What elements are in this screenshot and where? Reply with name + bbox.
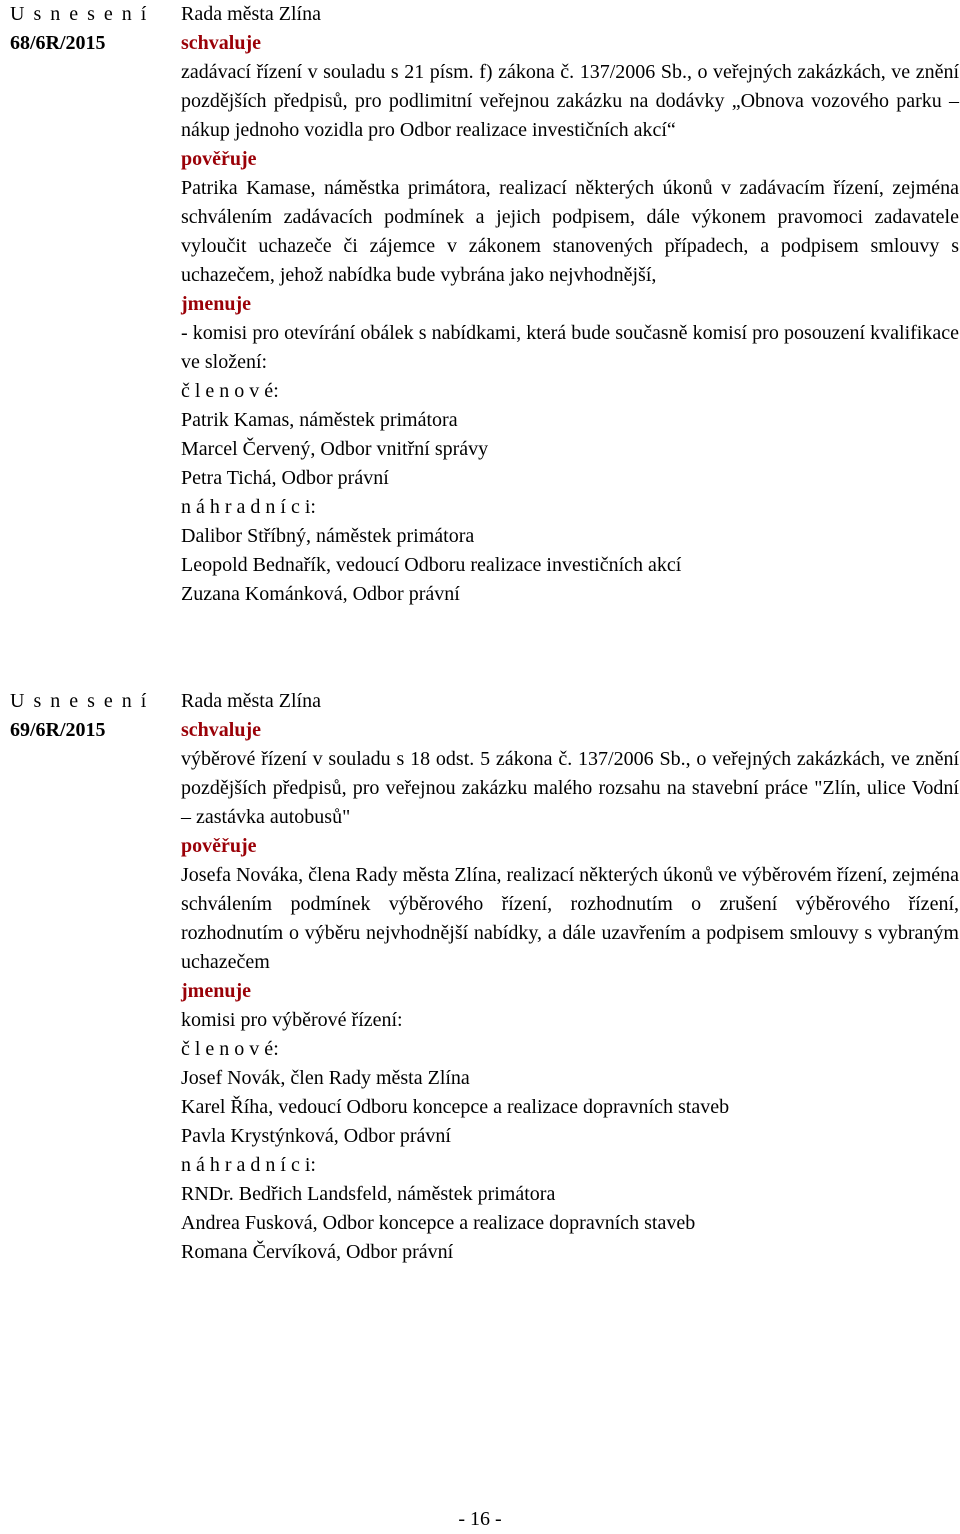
approves-text: zadávací řízení v souladu s 21 písm. f) zákona č. 137/2006 Sb., o veřejných zakázkách, ve znění pozdějších předpisů, pro podlimitní veřejnou zakázku na dodávky „Obnova vozového parku – nákup jednoho vozidla pro Odbor realizace investičních akcí“ (181, 61, 959, 141)
resolution-number: 68/6R/2015 (10, 32, 106, 54)
members-label: č l e n o v é: (181, 380, 279, 402)
resolution-body (181, 687, 959, 1267)
commission-text: komisi pro výběrové řízení: (181, 1009, 403, 1031)
substitutes-label: n á h r a d n í c i: (181, 1154, 316, 1176)
substitute-item: Leopold Bednařík, vedoucí Odboru realizace investičních akcí (181, 554, 682, 576)
commission-text: - komisi pro otevírání obálek s nabídkami, která bude současně komisí pro posouzení kvalifikace ve složení: (181, 322, 959, 373)
resolution-id (10, 0, 170, 58)
member-item: Karel Říha, vedoucí Odboru koncepce a realizace dopravních staveb (181, 1096, 730, 1118)
approves-text: výběrové řízení v souladu s 18 odst. 5 zákona č. 137/2006 Sb., o veřejných zakázkách, ve znění pozdějších předpisů, pro veřejnou zakázku malého rozsahu na stavební práce "Zlín, ulice Vodní – zastávka autobusů" (181, 748, 959, 828)
resolution-number: 69/6R/2015 (10, 719, 106, 741)
member-item: Petra Tichá, Odbor právní (181, 467, 389, 489)
page-number: - 16 - (458, 1508, 502, 1530)
substitute-item: Romana Červíková, Odbor právní (181, 1241, 454, 1263)
appoints-verb: jmenuje (181, 293, 251, 315)
appoints-verb: jmenuje (181, 980, 251, 1002)
resolution-body (181, 0, 959, 609)
members-label: č l e n o v é: (181, 1038, 279, 1060)
member-item: Josef Novák, člen Rady města Zlína (181, 1067, 470, 1089)
resolution-id (10, 687, 170, 745)
substitute-item: Zuzana Kománková, Odbor právní (181, 583, 460, 605)
substitutes-label: n á h r a d n í c i: (181, 496, 316, 518)
member-item: Pavla Krystýnková, Odbor právní (181, 1125, 451, 1147)
substitute-item: RNDr. Bedřich Landsfeld, náměstek primátora (181, 1183, 556, 1205)
approves-verb: schvaluje (181, 32, 261, 54)
authorizes-verb: pověřuje (181, 835, 257, 857)
issuing-body: Rada města Zlína (181, 3, 321, 25)
authorizes-text: Josefa Nováka, člena Rady města Zlína, realizací některých úkonů ve výběrovém řízení, zejména schválením podmínek výběrového řízení, rozhodnutím o zrušení výběrového řízení, rozhodnutím o výběru nejvhodnější nabídky, a dále uzavřením a podpisem smlouvy s vybraným uchazečem (181, 864, 959, 973)
member-item: Marcel Červený, Odbor vnitřní správy (181, 438, 489, 460)
authorizes-verb: pověřuje (181, 148, 257, 170)
authorizes-text: Patrika Kamase, náměstka primátora, realizací některých úkonů v zadávacím řízení, zejména schválením zadávacích podmínek a jejich podpisem, dále výkonem pravomoci zadavatele vyloučit uchazeče či zájemce v zákonem stanovených případech, a podpisem smlouvy s uchazečem, jehož nabídka bude vybrána jako nejvhodnější, (181, 177, 959, 286)
resolution-label: U s n e s e n í (10, 3, 149, 25)
issuing-body: Rada města Zlína (181, 690, 321, 712)
substitute-item: Dalibor Stříbný, náměstek primátora (181, 525, 475, 547)
member-item: Patrik Kamas, náměstek primátora (181, 409, 458, 431)
substitute-item: Andrea Fusková, Odbor koncepce a realizace dopravních staveb (181, 1212, 696, 1234)
resolution-label: U s n e s e n í (10, 690, 149, 712)
approves-verb: schvaluje (181, 719, 261, 741)
